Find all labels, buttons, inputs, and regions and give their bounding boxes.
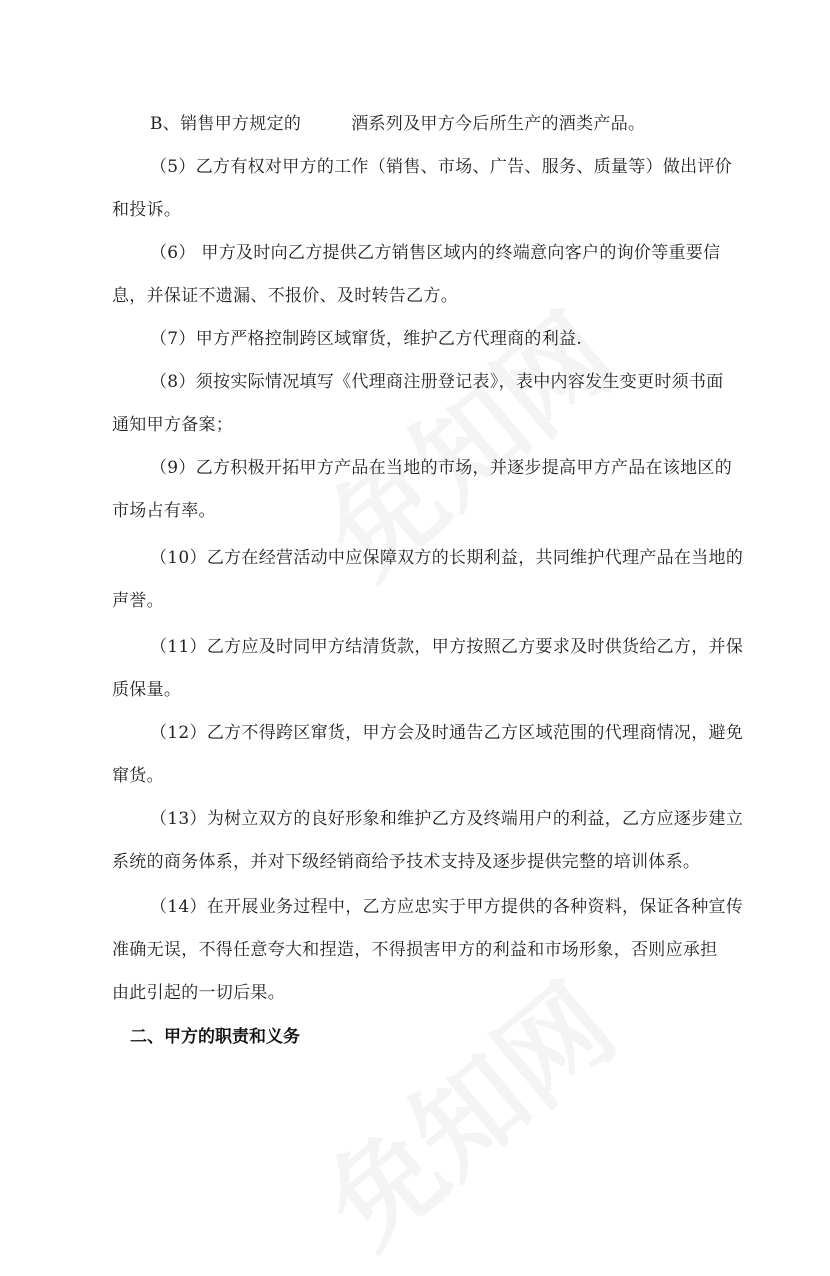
clause-line: （13）为树立双方的良好形象和维护乙方及终端用户的利益，乙方应逐步建立 <box>150 809 744 829</box>
clause-7 <box>112 318 708 361</box>
clause-11 <box>112 626 744 712</box>
clause-line: 通知甲方备案； <box>112 415 234 435</box>
clause-line: （10）乙方在经营活动中应保障双方的长期利益，共同维护代理产品在当地的 <box>150 548 744 568</box>
clause-line: （11）乙方应及时同甲方结清货款，甲方按照乙方要求及时供货给乙方，并保 <box>150 637 744 657</box>
clause-line: 息，并保证不遗漏、不报价、及时转告乙方。 <box>112 286 458 306</box>
clause-line: 和投诉。 <box>112 200 182 220</box>
clause-line: （8）须按实际情况填写《代理商注册登记表》，表中内容发生变更时须书面 <box>150 372 724 392</box>
clause-line: 质保量。 <box>112 680 182 700</box>
clause-line: （6） 甲方及时向乙方提供乙方销售区域内的终端意向客户的询价等重要信 <box>150 243 721 263</box>
clause-6 <box>112 232 721 318</box>
clause-line: （7）甲方严格控制跨区域窜货，维护乙方代理商的利益. <box>150 329 583 349</box>
clause-b-part1: B、销售甲方规定的 <box>150 114 302 134</box>
clause-line: 窜货。 <box>112 766 164 786</box>
clause-line: 由此引起的一切后果。 <box>112 983 285 1003</box>
clause-line: （12）乙方不得跨区窜货，甲方会及时通告乙方区域范围的代理商情况，避免 <box>150 723 744 743</box>
clause-14 <box>112 886 744 1015</box>
clause-13 <box>112 798 744 884</box>
clause-line: （14）在开展业务过程中，乙方应忠实于甲方提供的各种资料，保证各种宣传 <box>150 897 744 917</box>
clause-8 <box>112 361 724 447</box>
clause-line: 声誉。 <box>112 591 164 611</box>
clause-line: 系统的商务体系，并对下级经销商给予技术支持及逐步提供完整的培训体系。 <box>112 852 701 872</box>
clause-line: 市场占有率。 <box>112 501 216 521</box>
section-heading: 二、甲方的职责和义务 <box>130 1027 300 1047</box>
clause-12 <box>112 712 744 798</box>
clause-5 <box>112 146 733 232</box>
clause-b-part2: 酒系列及甲方今后所生产的酒类产品。 <box>351 114 646 134</box>
clause-line: （5）乙方有权对甲方的工作（销售、市场、广告、服务、质量等）做出评价 <box>150 157 733 177</box>
clause-9 <box>112 447 733 533</box>
clause-line: （9）乙方积极开拓甲方产品在当地的市场，并逐步提高甲方产品在该地区的 <box>150 458 733 478</box>
clause-10 <box>112 537 744 623</box>
clause-b <box>112 103 708 146</box>
clause-line: 准确无误，不得任意夸大和捏造，不得损害甲方的利益和市场形象，否则应承担 <box>112 940 718 960</box>
